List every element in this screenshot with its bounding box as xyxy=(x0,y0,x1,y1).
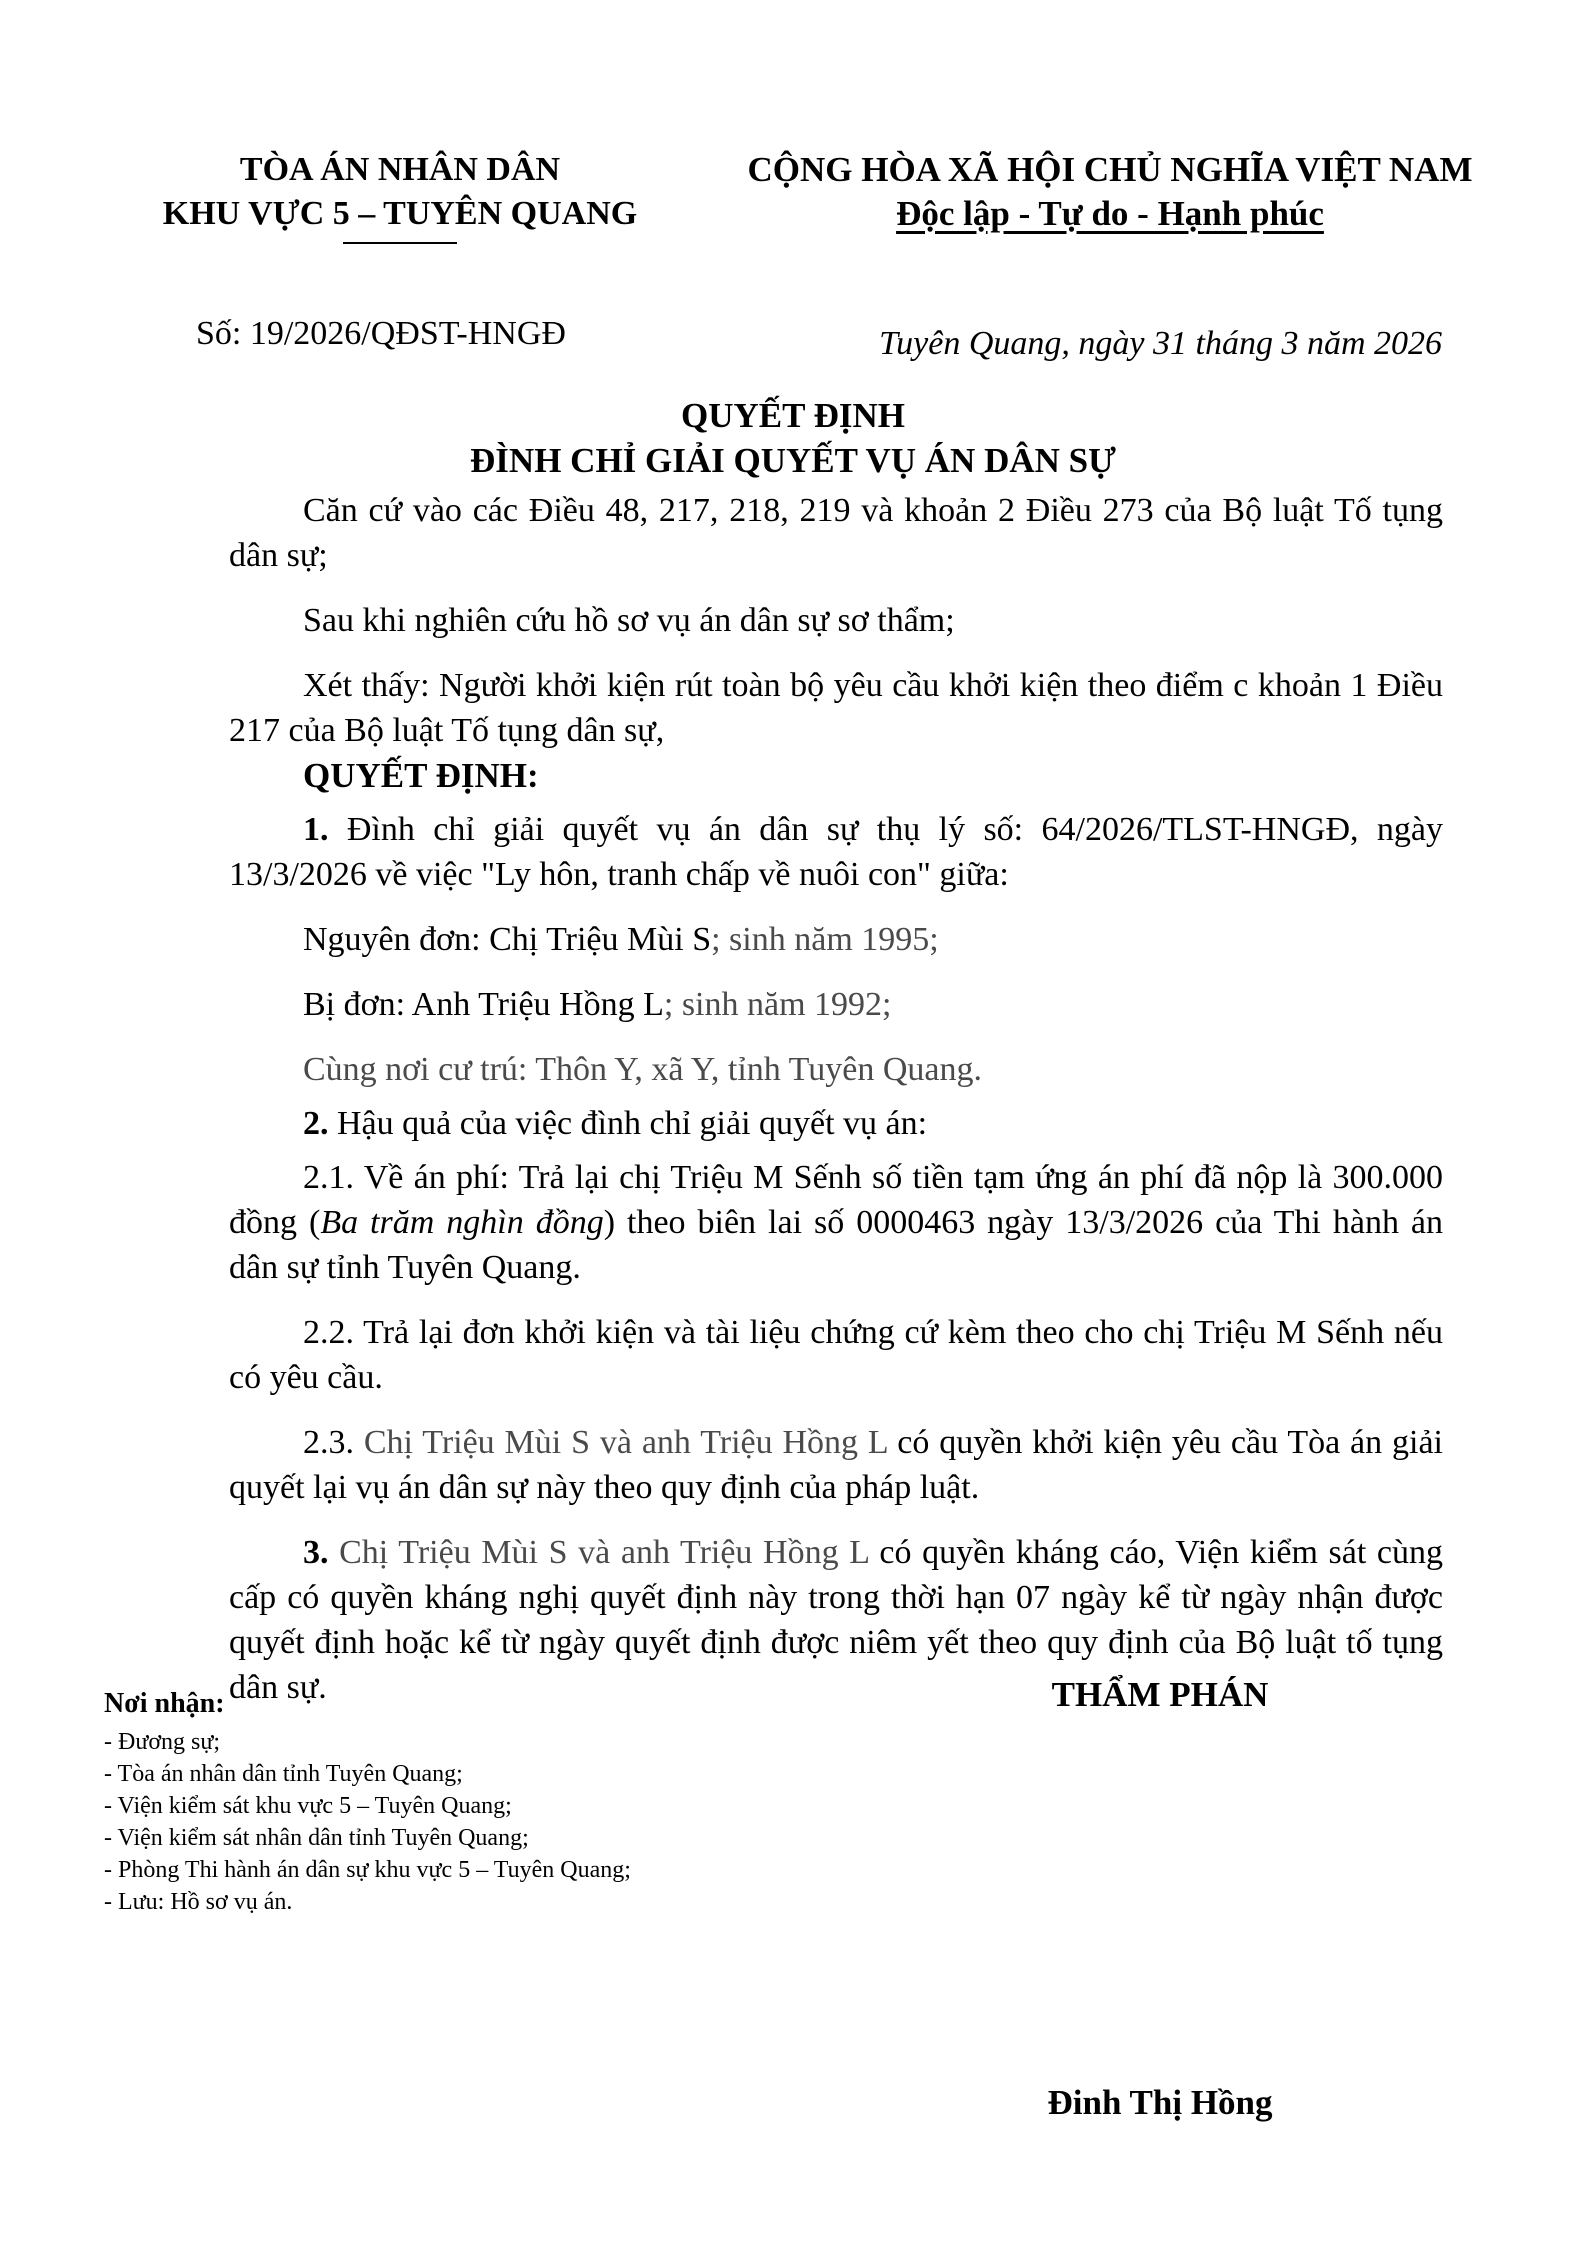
recipient-item: - Viện kiểm sát khu vực 5 – Tuyên Quang; xyxy=(104,1793,512,1819)
item2-1-paragraph xyxy=(229,1155,1443,1290)
item2-3-parties: Chị Triệu Mùi S và anh Triệu Hồng L xyxy=(363,1424,888,1461)
item2-1-text-a: 2.1. Về án phí: Trả lại chị Triệu M Sếnh số tiền tạm ứng án phí đã nộp là 300.000 đồng ( xyxy=(229,1159,1443,1241)
defendant-label: Bị đơn: Anh Triệu Hồng L xyxy=(303,986,664,1023)
document-title xyxy=(0,393,1586,483)
title-line1: QUYẾT ĐỊNH xyxy=(681,396,905,435)
signer-name: Đinh Thị Hồng xyxy=(1047,2083,1273,2122)
residence-line: Cùng nơi cư trú: Thôn Y, xã Y, tỉnh Tuyên Quang. xyxy=(303,1051,982,1088)
recipient-item: - Tòa án nhân dân tỉnh Tuyên Quang; xyxy=(104,1761,463,1787)
document-body xyxy=(229,488,1443,1710)
item2-2-paragraph: 2.2. Trả lại đơn khởi kiện và tài liệu chứng cứ kèm theo cho chị Triệu M Sếnh nếu có yêu cầu. xyxy=(229,1314,1443,1396)
item2-3-paragraph xyxy=(229,1420,1443,1510)
item2-text: Hậu quả của việc đình chỉ giải quyết vụ án: xyxy=(328,1105,928,1142)
recipient-item: - Viện kiểm sát nhân dân tỉnh Tuyên Quang; xyxy=(104,1825,529,1851)
national-header xyxy=(730,148,1490,236)
defendant-birth: ; sinh năm 1992; xyxy=(663,986,892,1023)
plaintiff-line xyxy=(229,917,1443,962)
item2-number: 2. xyxy=(303,1105,329,1142)
court-name-line1: TÒA ÁN NHÂN DÂN xyxy=(239,151,561,188)
court-header-rule xyxy=(343,242,457,244)
item2-1-text-b: ) theo biên lai số 0000463 ngày 13/3/2026 của Thi hành án dân sự tỉnh Tuyên Quang. xyxy=(229,1204,1444,1286)
recipients-block xyxy=(104,1684,804,1918)
plaintiff-label: Nguyên đơn: Chị Triệu Mùi S xyxy=(303,921,712,958)
item2-1-amount-words: Ba trăm nghìn đồng xyxy=(320,1204,604,1241)
item2-3-number: 2.3. xyxy=(303,1424,364,1461)
court-name-line2: KHU VỰC 5 – TUYÊN QUANG xyxy=(162,195,638,232)
recipient-item: - Đương sự; xyxy=(104,1729,221,1755)
document-date: Tuyên Quang, ngày 31 tháng 3 năm 2026 xyxy=(879,325,1442,362)
defendant-line xyxy=(229,982,1443,1027)
item1-number: 1. xyxy=(303,811,329,848)
item1-paragraph xyxy=(229,807,1443,897)
preamble-study: Sau khi nghiên cứu hồ sơ vụ án dân sự sơ thẩm; xyxy=(303,602,955,639)
item2-paragraph xyxy=(229,1101,1443,1146)
preamble-finding: Xét thấy: Người khởi kiện rút toàn bộ yêu cầu khởi kiện theo điểm c khoản 1 Điều 217 của Bộ luật Tố tụng dân sự, xyxy=(229,667,1443,749)
item3-rest: có quyền kháng cáo, Viện kiểm sát cùng cấp có quyền kháng nghị quyết định này trong thời hạn 07 ngày kể từ ngày nhận được quyết định hoặc kể từ ngày quyết định được niêm yết theo quy định của Bộ luật tố tụng dân sự. xyxy=(229,1534,1444,1706)
court-header xyxy=(130,148,670,244)
national-motto: Độc lập - Tự do - Hạnh phúc xyxy=(896,194,1324,233)
nation-name: CỘNG HÒA XÃ HỘI CHỦ NGHĨA VIỆT NAM xyxy=(747,150,1473,189)
item3-parties: Chị Triệu Mùi S và anh Triệu Hồng L xyxy=(328,1534,869,1571)
recipient-item: - Phòng Thi hành án dân sự khu vực 5 – Tuyên Quang; xyxy=(104,1857,631,1883)
decision-heading: QUYẾT ĐỊNH: xyxy=(303,756,539,795)
signer-role: THẨM PHÁN xyxy=(1051,1675,1269,1714)
preamble-basis: Căn cứ vào các Điều 48, 217, 218, 219 và khoản 2 Điều 273 của Bộ luật Tố tụng dân sự; xyxy=(229,492,1443,574)
plaintiff-birth: ; sinh năm 1995; xyxy=(711,921,939,958)
item3-number: 3. xyxy=(303,1534,329,1571)
recipients-heading: Nơi nhận: xyxy=(104,1688,225,1719)
item2-3-rest: có quyền khởi kiện yêu cầu Tòa án giải quyết lại vụ án dân sự này theo quy định của pháp luật. xyxy=(229,1424,1444,1506)
title-line2: ĐÌNH CHỈ GIẢI QUYẾT VỤ ÁN DÂN SỰ xyxy=(470,441,1116,480)
document-number: Số: 19/2026/QĐST-HNGĐ xyxy=(196,315,566,352)
item1-text: Đình chỉ giải quyết vụ án dân sự thụ lý số: 64/2026/TLST-HNGĐ, ngày 13/3/2026 về việc "Ly hôn, tranh chấp về nuôi con" giữa: xyxy=(229,811,1443,893)
recipient-item: - Lưu: Hồ sơ vụ án. xyxy=(104,1889,293,1915)
